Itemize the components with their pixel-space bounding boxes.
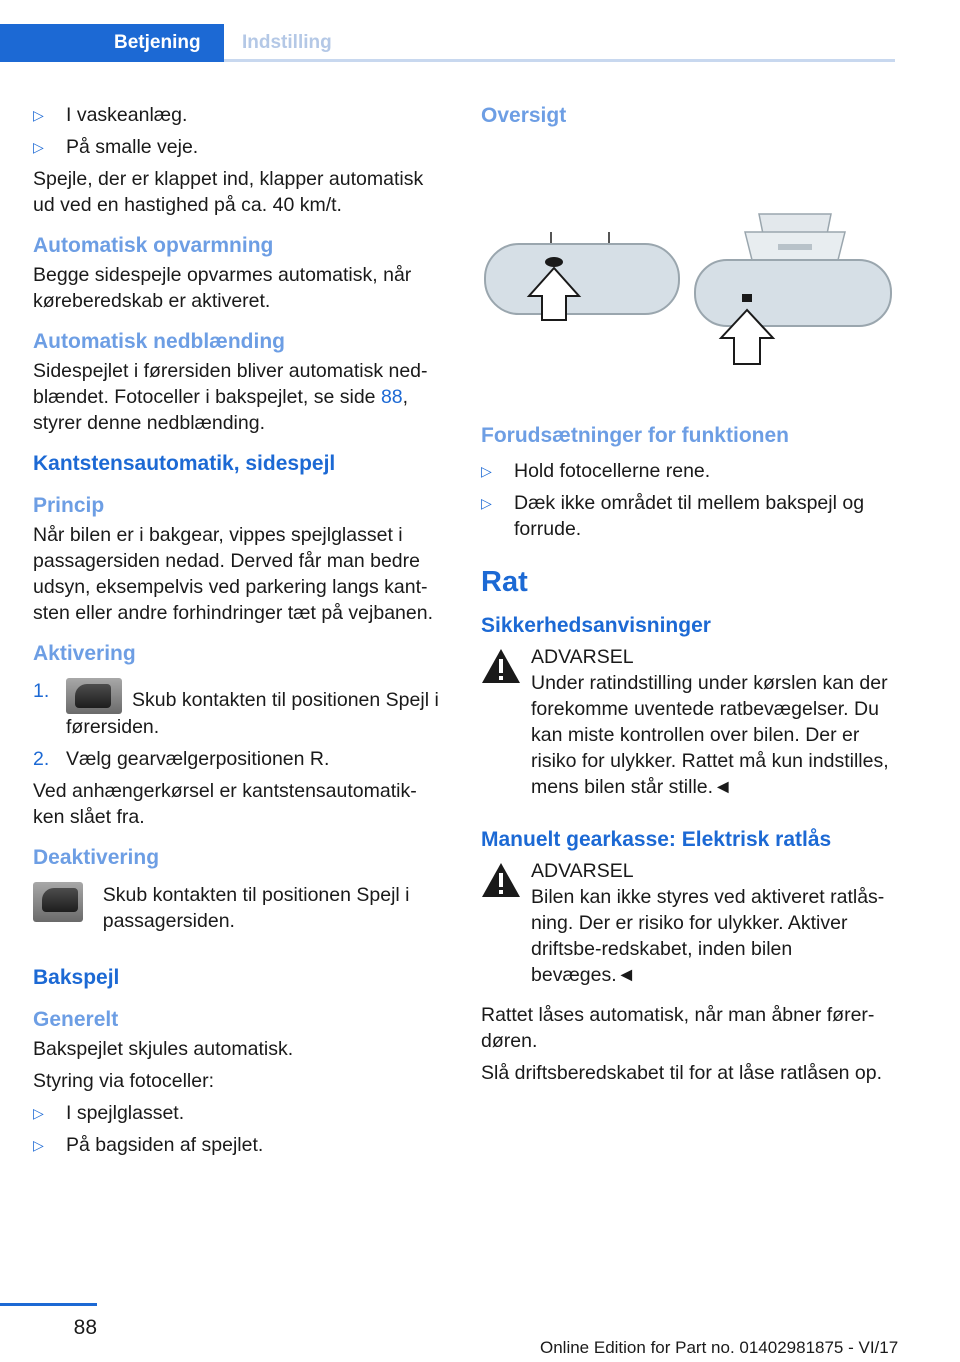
heading-aktivering: Aktivering (33, 642, 136, 665)
heading-kantstensautomatik: Kantstensautomatik, sidespejl (33, 452, 336, 475)
warning-block (481, 644, 896, 800)
triangle-bullet-icon: ▷ (33, 1105, 44, 1121)
footer-divider (0, 1303, 97, 1306)
page-header (0, 0, 895, 62)
heading-nedblaending: Automatisk nedblænding (33, 330, 285, 353)
heading-generelt: Generelt (33, 1008, 119, 1031)
warning-triangle-icon (481, 862, 521, 898)
heading-sikkerhedsanvisninger: Sikkerhedsanvisninger (481, 614, 711, 637)
list-item: 2. Vælg gearvælgerpositionen R. (33, 748, 330, 770)
heading-forudsaetninger: Forudsætninger for funktionen (481, 424, 789, 447)
left-column (33, 102, 448, 1164)
page-number: 88 (73, 1316, 97, 1339)
rearview-mirror-illustration (481, 144, 896, 394)
heading-rat: Rat (481, 566, 528, 598)
tab-indstilling[interactable]: Indstilling (242, 32, 332, 53)
warning-title: ADVARSEL (531, 860, 634, 882)
warning-title: ADVARSEL (531, 646, 634, 668)
heading-opvarmning: Automatisk opvarmning (33, 234, 274, 257)
list-item: ▷ I vaskeanlæg. (33, 104, 188, 126)
triangle-bullet-icon: ▷ (33, 139, 44, 155)
mirror-switch-icon (33, 882, 83, 922)
heading-princip: Princip (33, 494, 105, 517)
paragraph: Styring via fotoceller: (33, 1070, 214, 1092)
triangle-bullet-icon: ▷ (33, 1137, 44, 1153)
list-item: ▷ I spejlglasset. (33, 1102, 185, 1124)
deactivation-instruction: Skub kontakten til positionen Spejl i passagersiden. (33, 882, 448, 934)
list-item: ▷ Hold fotocellerne rene. (481, 460, 711, 482)
list-item: 1. Skub kontakten til positionen Spejl i førersiden. (33, 680, 439, 738)
paragraph: Slå driftsberedskabet til for at låse ratlåsen op. (481, 1062, 883, 1084)
heading-bakspejl: Bakspejl (33, 966, 120, 989)
paragraph: Bakspejlet skjules automatisk. (33, 1038, 294, 1060)
triangle-bullet-icon: ▷ (481, 463, 492, 479)
heading-manuelt-gearkasse: Manuelt gearkasse: Elektrisk ratlås (481, 828, 832, 851)
warning-text: Under ratindstilling under kørslen kan der forekomme uventede ratbevægelser. Du kan miste kontrollen over bilen. Der er risiko for ulykker. Rattet må kun indstilles, mens bilen står stille.◄ (531, 672, 889, 798)
triangle-bullet-icon: ▷ (33, 107, 44, 123)
paragraph: Spejle, der er klappet ind, klapper automatisk ud ved en hastighed på ca. 40 km/t. (33, 168, 424, 216)
paragraph: Når bilen er i bakgear, vippes spejlglasset i passagersiden nedad. Derved får man bedre udsyn, eksempelvis ved parkering langs kant-sten eller andre forhindringer tæt på vejbanen. (33, 524, 433, 624)
list-item: ▷ På smalle veje. (33, 136, 199, 158)
list-item: ▷ Dæk ikke området til mellem bakspejl og forrude. (481, 492, 865, 540)
paragraph: Begge sidespejle opvarmes automatisk, når køreberedskab er aktiveret. (33, 264, 412, 312)
heading-oversigt: Oversigt (481, 104, 567, 127)
warning-triangle-icon (481, 648, 521, 684)
warning-block (481, 858, 896, 988)
heading-deaktivering: Deaktivering (33, 846, 160, 869)
list-item: ▷ På bagsiden af spejlet. (33, 1134, 264, 1156)
paragraph: Rattet låses automatisk, når man åbner fører-døren. (481, 1004, 875, 1052)
triangle-bullet-icon: ▷ (481, 495, 492, 511)
paragraph: Ved anhængerkørsel er kantstensautomatik-ken slået fra. (33, 780, 417, 828)
mirror-switch-icon (66, 678, 122, 714)
tab-betjening[interactable]: Betjening (0, 24, 224, 62)
page-link[interactable]: 88 (380, 386, 403, 408)
right-column (481, 102, 896, 1092)
paragraph: Sidespejlet i førersiden bliver automatisk ned-blændet. Fotoceller i bakspejlet, se side 88, styrer denne nedblænding. (33, 360, 428, 434)
warning-text: Bilen kan ikke styres ved aktiveret ratlås-ning. Der er risiko for ulykker. Aktiver driftsbe-redskabet, inden bilen bevæges.◄ (531, 886, 885, 986)
header-divider (224, 59, 895, 62)
edition-note: Online Edition for Part no. 01402981875 - VI/17 (540, 1338, 899, 1357)
